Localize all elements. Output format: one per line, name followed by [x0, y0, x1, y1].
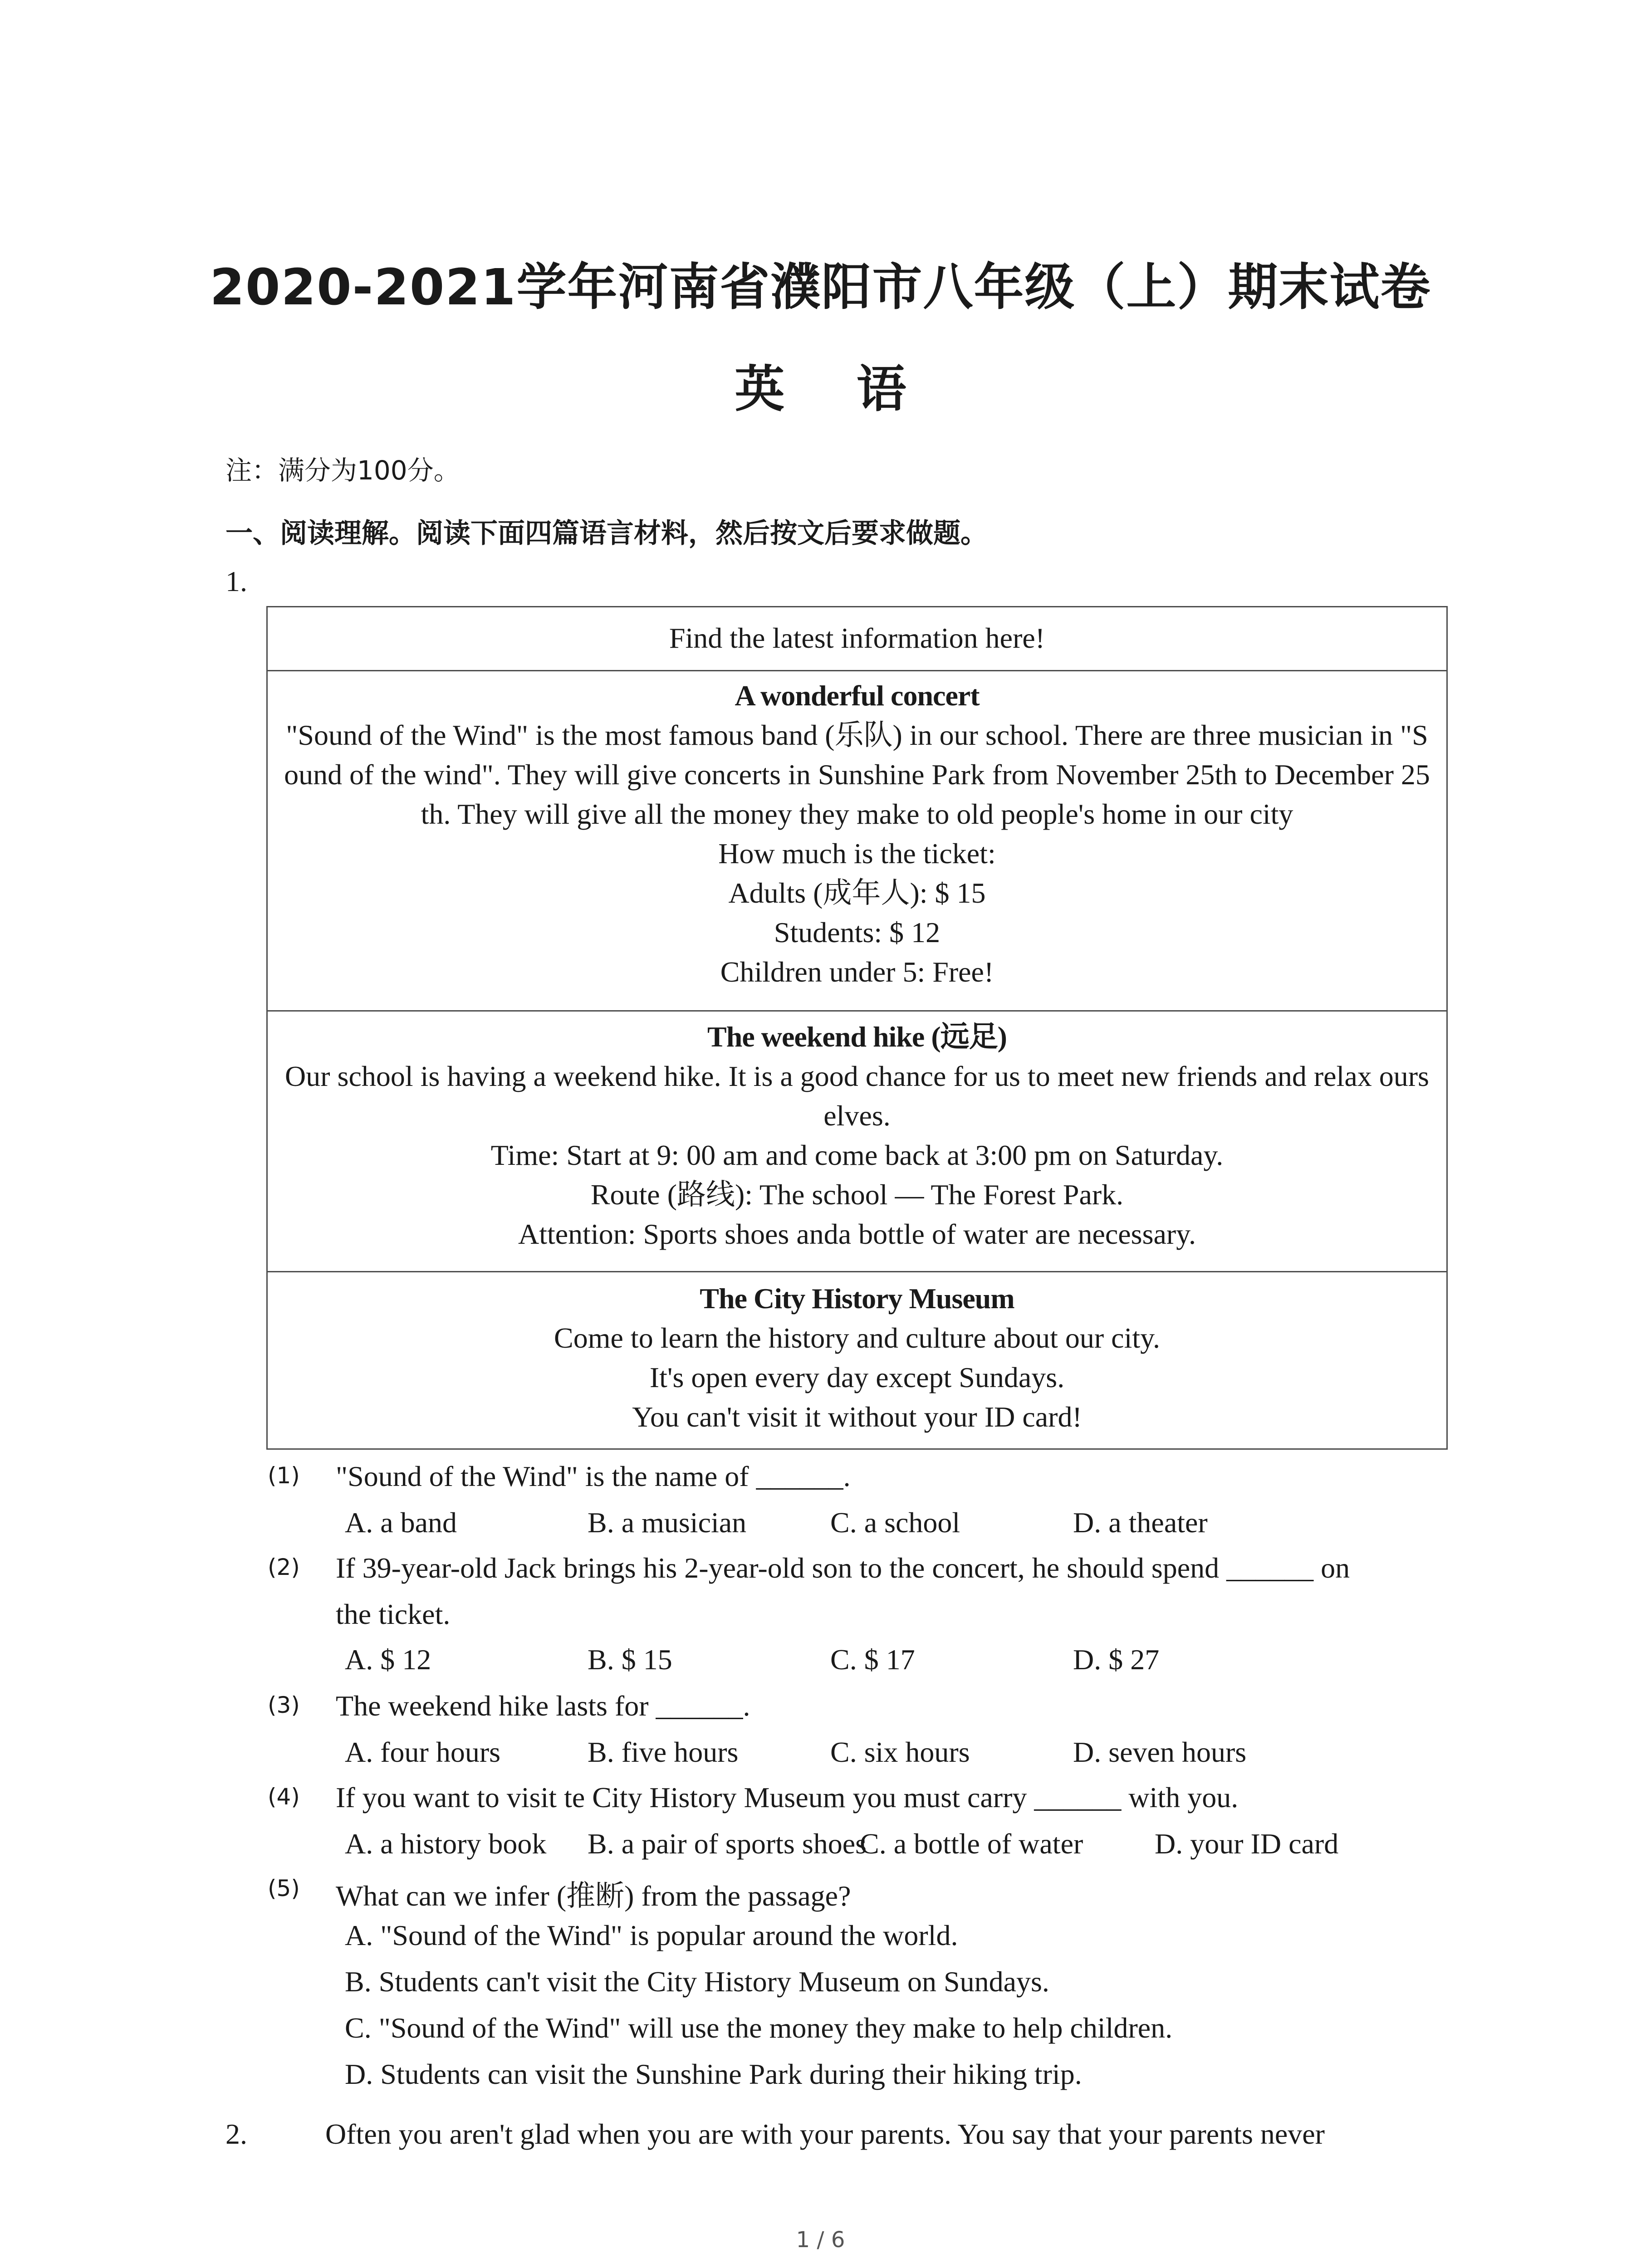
option-c: C. a school — [830, 1506, 960, 1539]
ticket-students: Students: $ 12 — [774, 916, 941, 948]
question-stem: What can we infer (推断) from the passage? — [336, 1880, 851, 1912]
ticket-children: Children under 5: Free! — [720, 956, 994, 988]
option-a: A. four hours — [345, 1736, 501, 1768]
concert-body: "Sound of the Wind" is the most famous band (乐队) in our school. There are three musician in "Sound of the wind". They will give concerts in Sunshine Park from November 25th to December 25th. They will give all the money they make to old people's home in our city — [284, 719, 1430, 830]
sub-question-number: (5) — [268, 1875, 300, 1901]
hike-row — [268, 1012, 1446, 1272]
question-stem: If you want to visit te City History Museum you must carry ______ with you. — [336, 1781, 1239, 1813]
option-b: B. a pair of sports shoes — [588, 1828, 867, 1860]
hike-attention: Attention: Sports shoes anda bottle of water are necessary. — [518, 1218, 1196, 1250]
question-stem-continued: the ticket. — [336, 1598, 451, 1630]
option-d: D. seven hours — [1073, 1736, 1247, 1768]
option-d: D. your ID card — [1155, 1828, 1339, 1860]
sub-question-number: (2) — [268, 1554, 300, 1580]
section-heading: 一、阅读理解。阅读下面四篇语言材料，然后按文后要求做题。 — [225, 518, 988, 549]
option-c: C. a bottle of water — [860, 1828, 1083, 1860]
sub-question-number: (1) — [268, 1462, 300, 1489]
sub-question-number: (3) — [268, 1692, 300, 1718]
option-d: D. Students can visit the Sunshine Park during their hiking trip. — [345, 2058, 1082, 2090]
ticket-adults: Adults (成年人): $ 15 — [728, 877, 986, 909]
option-b: B. $ 15 — [588, 1643, 672, 1676]
page-subtitle: 英 语 — [735, 360, 934, 418]
option-b: B. Students can't visit the City History Museum on Sundays. — [345, 1965, 1049, 1998]
info-table — [266, 606, 1448, 1450]
concert-heading: A wonderful concert — [735, 679, 980, 712]
museum-row — [268, 1272, 1446, 1451]
question-number-2: 2. — [225, 2118, 247, 2150]
option-b: B. five hours — [588, 1736, 739, 1768]
page-title: 2020-2021学年河南省濮阳市八年级（上）期末试卷 — [210, 258, 1431, 316]
hike-time: Time: Start at 9: 00 am and come back at 3:00 pm on Saturday. — [490, 1139, 1224, 1171]
question-stem: "Sound of the Wind" is the name of ______. — [336, 1460, 851, 1492]
hike-route: Route (路线): The school — The Forest Park. — [590, 1178, 1124, 1211]
option-c: C. $ 17 — [830, 1643, 915, 1676]
museum-line-2: It's open every day except Sundays. — [649, 1361, 1065, 1393]
museum-heading: The City History Museum — [700, 1282, 1014, 1315]
hike-body: Our school is having a weekend hike. It is a good chance for us to meet new friends and relax ourselves. — [285, 1060, 1429, 1132]
option-a: A. a history book — [345, 1828, 547, 1860]
museum-line-1: Come to learn the history and culture about our city. — [554, 1322, 1160, 1354]
table-header: Find the latest information here! — [669, 622, 1045, 654]
question-number-1: 1. — [225, 565, 247, 597]
option-d: D. a theater — [1073, 1506, 1208, 1539]
option-b: B. a musician — [588, 1506, 747, 1539]
sub-question-number: (4) — [268, 1784, 300, 1810]
question-stem: The weekend hike lasts for ______. — [336, 1690, 750, 1722]
option-d: D. $ 27 — [1073, 1643, 1160, 1676]
ticket-label: How much is the ticket: — [718, 837, 996, 870]
question-stem: If 39-year-old Jack brings his 2-year-old son to the concert, he should spend ______ on — [336, 1552, 1350, 1584]
passage-2-text: Often you aren't glad when you are with your parents. You say that your parents never — [325, 2118, 1325, 2150]
option-a: A. $ 12 — [345, 1643, 431, 1676]
page-number: 1 / 6 — [796, 2227, 845, 2253]
option-a: A. "Sound of the Wind" is popular around the world. — [345, 1919, 958, 1951]
museum-line-3: You can't visit it without your ID card! — [632, 1401, 1082, 1433]
option-a: A. a band — [345, 1506, 457, 1539]
option-c: C. six hours — [830, 1736, 970, 1768]
option-c: C. "Sound of the Wind" will use the money they make to help children. — [345, 2012, 1173, 2044]
score-note: 注：满分为100分。 — [225, 455, 460, 486]
hike-heading: The weekend hike (远足) — [707, 1021, 1007, 1053]
table-header-row — [268, 607, 1446, 671]
concert-row — [268, 671, 1446, 1012]
